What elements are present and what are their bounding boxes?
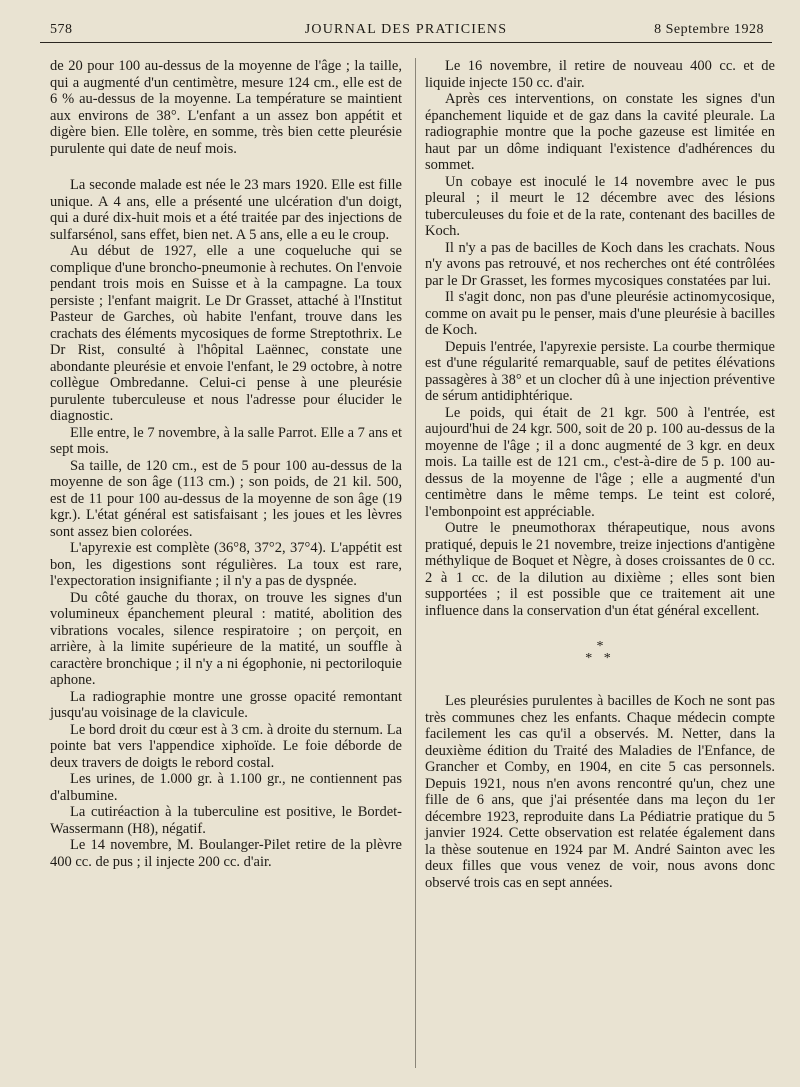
paragraph: La cutiréaction à la tuberculine est positive, le Bordet-Wassermann (H8), négatif. bbox=[50, 804, 402, 837]
paragraph: Le bord droit du cœur est à 3 cm. à droite du sternum. La pointe bat vers l'appendice xiphoïde. Le foie déborde de deux travers de doigts le rebord costal. bbox=[50, 721, 402, 771]
paragraph: Elle entre, le 7 novembre, à la salle Parrot. Elle a 7 ans et sept mois. bbox=[50, 424, 402, 457]
paragraph: La seconde malade est née le 23 mars 1920. Elle est fille unique. A 4 ans, elle a présenté une ulcération d'un doigt, qui a duré dix-huit mois et a été traitée par des injections de sulfarsénol, sans effet, bien net. A 5 ans, elle a eu le croup. bbox=[50, 177, 402, 243]
paragraph: Depuis l'entrée, l'apyrexie persiste. La courbe thermique est d'une régularité remarquable, sauf de petites élévations passagères à 38° et un clocher dû à une injection préventive de sérum antidiphtérique. bbox=[425, 338, 775, 404]
left-column bbox=[50, 58, 402, 870]
paragraph: Le poids, qui était de 21 kgr. 500 à l'entrée, est aujourd'hui de 24 kgr. 500, soit de 20 p. 100 au-dessus de la moyenne de l'âge ; il a donc augmenté de 3 kgr. en deux mois. La taille est de 121 cm., c'est-à-dire de 5 p. 100 au-dessus de la moyenne de l'âge ; elle a augmenté d'un centimètre dans le même temps. Le teint est coloré, l'embonpoint est appréciable. bbox=[425, 404, 775, 520]
paragraph: Du côté gauche du thorax, on trouve les signes d'un volumineux épanchement pleural : matité, abolition des vibrations vocales, silence respiratoire ; on perçoit, en arrière, à la limite supérieure de la matité, un souffle à caractère bronchique ; il n'y a ni égophonie, ni pectoriloquie aphone. bbox=[50, 589, 402, 688]
paragraph: Au début de 1927, elle a une coqueluche qui se complique d'une broncho-pneumonie à rechutes. On l'envoie pendant trois mois en Suisse et à la campagne. La toux persiste ; l'enfant maigrit. Le Dr Grasset, attaché à l'Institut Pasteur de Garches, où habite l'enfant, trouve dans les crachats des éléments mycosiques de forme Streptothrix. Le Dr Rist, consulté à l'hôpital Laënnec, constate une abondante pleurésie et envoie l'enfant, le 29 octobre, à notre collègue Ombredanne. Celui-ci pense à une pleurésie purulente tuberculeuse et nous l'adresse pour élucider le diagnostic. bbox=[50, 243, 402, 424]
issue-date: 8 Septembre 1928 bbox=[654, 22, 764, 37]
asterism-bottom: * * bbox=[585, 651, 615, 666]
paragraph: Un cobaye est inoculé le 14 novembre avec le pus pleural ; il meurt le 12 décembre avec des lésions tuberculeuses du foie et de la rate, contenant des bacilles de Koch. bbox=[425, 173, 775, 239]
paragraph: Sa taille, de 120 cm., est de 5 pour 100 au-dessus de la moyenne de son âge (113 cm.) ; son poids, de 21 kil. 500, est de 11 pour 100 au-dessus de la moyenne de son âge (19 kgr.). L'état général est satisfaisant ; les joues et les lèvres sont assez bien colorées. bbox=[50, 457, 402, 540]
paragraph: Il n'y a pas de bacilles de Koch dans les crachats. Nous n'y avons pas retrouvé, et nos recherches ont été contrôlées par le Dr Grasset, les formes mycosiques constatées par lui. bbox=[425, 239, 775, 289]
paragraph: Le 14 novembre, M. Boulanger-Pilet retire de la plèvre 400 cc. de pus ; il injecte 200 cc. d'air. bbox=[50, 837, 402, 870]
paragraph: Les urines, de 1.000 gr. à 1.100 gr., ne contiennent pas d'albumine. bbox=[50, 771, 402, 804]
paragraph: Les pleurésies purulentes à bacilles de Koch ne sont pas très communes chez les enfants. Chaque médecin compte facilement les cas qu'il a observés. M. Netter, dans la deuxième édition du Traité des Maladies de l'Enfance, de Grancher et Comby, en 1904, en cite 5 cas personnels. Depuis 1921, nous n'en avons rencontré qu'un, chez une fille de 6 ans, que j'ai présentée dans ma leçon du 1er décembre 1923, reproduite dans La Pédiatrie pratique du 5 janvier 1924. Cette observation est relatée également dans la thèse soutenue en 1924 par M. André Sainton avec les deux filles que vous venez de voir, nous avons donc observé trois cas en sept années. bbox=[425, 693, 775, 891]
paragraph: Il s'agit donc, non pas d'une pleurésie actinomycosique, comme on avait pu le penser, mais d'une pleurésie à bacilles de Koch. bbox=[425, 289, 775, 338]
paragraph: Le 16 novembre, il retire de nouveau 400 cc. et de liquide injecte 150 cc. d'air. bbox=[425, 58, 775, 91]
column-divider bbox=[415, 58, 416, 1068]
paragraph: Après ces interventions, on constate les signes d'un épanchement liquide et de gaz dans la cavité pleurale. La radiographie montre que la poche gazeuse est limitée en haut par un dôme indiquant l'existence d'adhérences du sommet. bbox=[425, 91, 775, 173]
right-column bbox=[425, 58, 775, 891]
page-number: 578 bbox=[50, 22, 73, 37]
paragraph: Outre le pneumothorax thérapeutique, nous avons pratiqué, depuis le 21 novembre, treize injections d'antigène méthylique de Boquet et Nègre, à doses croissantes de 0 cc. 2 à 1 cc. de la dilution au dixième ; elles sont bien supportées ; il est possible que ce traitement ait une influence dans la conservation d'un état général excellent. bbox=[425, 520, 775, 619]
journal-title: JOURNAL DES PRATICIENS bbox=[304, 22, 508, 37]
asterism-top: * bbox=[596, 639, 604, 654]
section-separator bbox=[425, 641, 775, 665]
paragraph: de 20 pour 100 au-dessus de la moyenne de l'âge ; la taille, qui a augmenté d'un centimètre, mesure 124 cm., elle est de 6 % au-dessus de la moyenne. La température se maintient aux environs de 38°. L'enfant a un assez bon appétit et digère bien. Elle tolère, en somme, très bien cette pleurésie purulente qui date de neuf mois. bbox=[50, 58, 402, 157]
paragraph: L'apyrexie est complète (36°8, 37°2, 37°4). L'appétit est bon, les digestions sont régulières. La toux est rare, l'expectoration insignifiante ; il n'y a pas de dyspnée. bbox=[50, 540, 402, 589]
running-header bbox=[40, 18, 772, 43]
paragraph: La radiographie montre une grosse opacité remontant jusqu'au voisinage de la clavicule. bbox=[50, 688, 402, 721]
